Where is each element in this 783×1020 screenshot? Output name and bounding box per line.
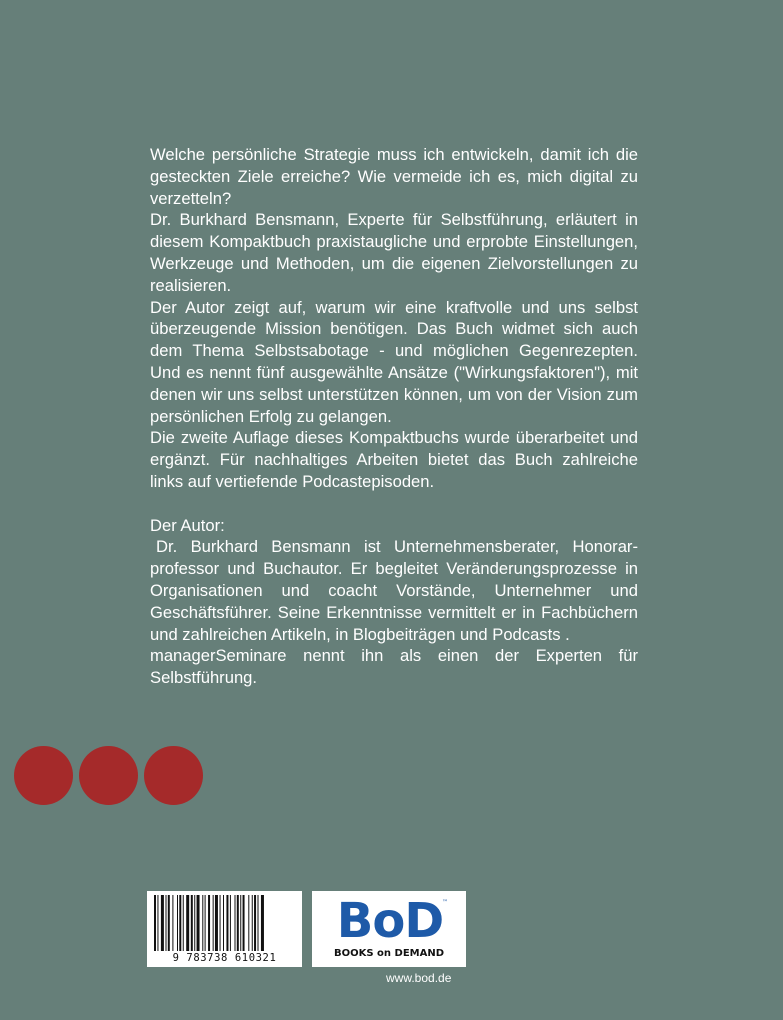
barcode-bar xyxy=(194,895,195,951)
barcode-bar xyxy=(202,895,203,951)
barcode-bar xyxy=(215,895,218,951)
barcode-bar xyxy=(230,895,231,951)
barcode-bar xyxy=(235,895,236,951)
isbn-barcode xyxy=(147,891,302,967)
barcode-bar xyxy=(183,895,184,951)
bod-logo: BoD xyxy=(336,893,444,949)
blurb-paragraph-3: Der Autor zeigt auf, warum wir eine kraftvolle und uns selbst überzeugende Mission benötigen. Das Buch widmet sich auch dem Thema Selbstsabotage - und möglichen Gegenrezepten. Und es nennt fünf ausgewählte Ansätze ("Wirkungsfaktoren"), mit denen wir uns selbst unterstützen können, um von der Vision zum persönlichen Erfolg zu gelangen. xyxy=(150,297,638,426)
blurb-paragraph-1: Welche persönliche Strategie muss ich entwickeln, damit ich die gesteckten Ziele erreiche? Wie vermeide ich es, mich digital zu verzetteln? xyxy=(150,145,638,208)
barcode-bar xyxy=(237,895,239,951)
barcode-bar xyxy=(157,895,158,951)
barcode-bar xyxy=(258,895,259,951)
barcode-bar xyxy=(254,895,256,951)
author-mention: managerSeminare nennt ihn als einen der Experten für Selbstführung. xyxy=(150,646,638,688)
barcode-bar xyxy=(154,895,156,951)
isbn-number: 9 783738 610321 xyxy=(172,952,277,964)
barcode-bar xyxy=(220,895,221,951)
barcode-bar xyxy=(205,895,206,951)
author-bio: Dr. Burkhard Bensmann ist Unternehmensberater, Honorarprofessor und Buchautor. Er begleitet Veränderungsprozesse in Organisationen und coacht Vorstände, Unternehmer und Geschäftsführer. Seine Erkenntnisse vermittelt er in Fachbüchern und zahlreichen Artikeln, in Blogbeiträgen und Podcasts . xyxy=(150,537,638,644)
publisher-logo-box xyxy=(312,891,466,967)
barcode-bar xyxy=(179,895,181,951)
barcode-bar xyxy=(252,895,253,951)
barcode-bar xyxy=(197,895,200,951)
blurb-paragraph-4: Die zweite Auflage dieses Kompaktbuchs wurde überarbeitet und ergänzt. Für nachhaltiges Arbeiten bietet das Buch zahlreiche links auf vertiefende Podcastepisoden. xyxy=(150,428,638,491)
barcode-bar xyxy=(168,895,170,951)
publisher-url: www.bod.de xyxy=(386,971,452,985)
barcode-bar xyxy=(213,895,214,951)
barcode-bar xyxy=(172,895,173,951)
red-dot xyxy=(14,746,73,805)
barcode-bar xyxy=(261,895,264,951)
author-heading: Der Autor: xyxy=(150,515,225,535)
barcode-bars xyxy=(152,895,297,951)
red-dot xyxy=(144,746,203,805)
barcode-bar xyxy=(240,895,241,951)
barcode-bar xyxy=(166,895,167,951)
barcode-bar xyxy=(191,895,193,951)
barcode-bar xyxy=(223,895,224,951)
red-dot xyxy=(79,746,138,805)
barcode-bar xyxy=(177,895,178,951)
publisher-tagline: BOOKS on DEMAND xyxy=(333,948,445,959)
barcode-bar xyxy=(248,895,249,951)
back-cover-blurb xyxy=(150,144,638,689)
barcode-bar xyxy=(243,895,245,951)
barcode-bar xyxy=(226,895,228,951)
barcode-bar xyxy=(208,895,210,951)
barcode-bar xyxy=(186,895,189,951)
trademark-symbol: ™ xyxy=(442,899,448,906)
blurb-paragraph-2: Dr. Burkhard Bensmann, Experte für Selbstführung, erläutert in diesem Kompaktbuch praxistaugliche und erprobte Einstellungen, Werkzeuge und Methoden, um die eigenen Zielvorstellungen zu realisieren. xyxy=(150,210,638,295)
barcode-bar xyxy=(161,895,164,951)
